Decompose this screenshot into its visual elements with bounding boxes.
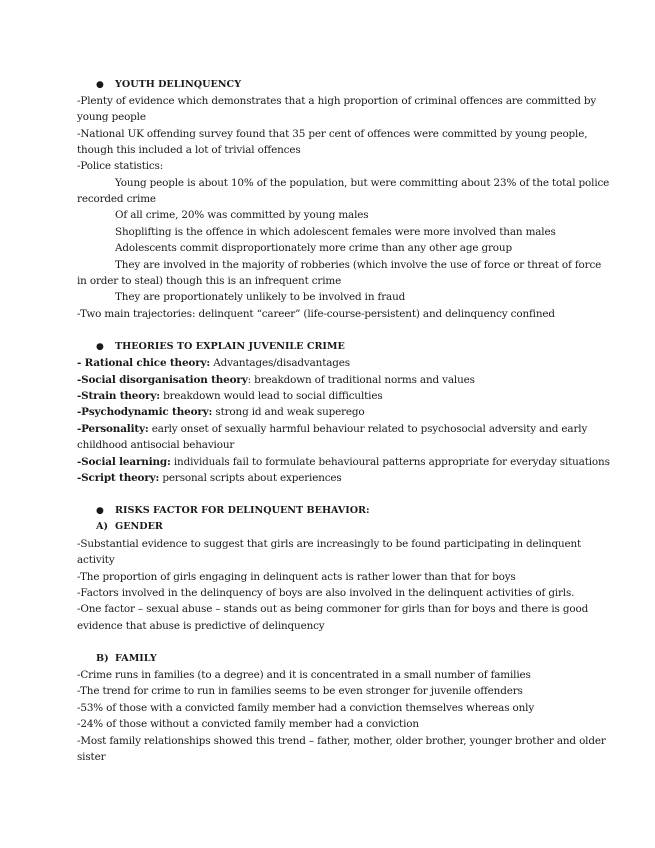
theory-desc: : breakdown of traditional norms and values — [247, 374, 475, 386]
theory-term: -Personality: — [77, 423, 149, 435]
text-line: They are proportionately unlikely to be involved in fraud — [115, 291, 406, 303]
theory-item — [77, 405, 365, 419]
text-line: -One factor – sexual abuse – stands out as being commoner for girls than for boys and there is good — [77, 603, 589, 615]
text-line: in order to steal) though this is an infrequent crime — [77, 275, 342, 287]
theory-desc: personal scripts about experiences — [159, 472, 342, 484]
theory-term: -Script theory: — [77, 472, 160, 484]
theory-desc: breakdown would lead to social difficulties — [159, 390, 383, 402]
text-line: sister — [77, 751, 106, 763]
text-line: -Plenty of evidence which demonstrates that a high proportion of criminal offences are committed by — [77, 95, 597, 107]
theory-term: -Social learning: — [77, 456, 171, 468]
text-line: -The proportion of girls engaging in delinquent acts is rather lower than that for boys — [77, 571, 516, 583]
bullet-icon: ● — [96, 80, 104, 90]
text-line: -53% of those with a convicted family member had a conviction themselves whereas only — [77, 702, 535, 714]
theory-item — [77, 389, 383, 403]
theory-item — [77, 471, 342, 485]
text-line: -Factors involved in the delinquency of boys are also involved in the delinquent activities of girls. — [77, 587, 575, 599]
theory-item — [77, 422, 587, 436]
subheading-title: FAMILY — [115, 653, 157, 664]
text-line: -Most family relationships showed this trend – father, mother, older brother, younger brother and older — [77, 735, 606, 747]
theory-desc: strong id and weak superego — [212, 406, 365, 418]
theory-term: -Strain theory: — [77, 390, 160, 402]
text-line: They are involved in the majority of robberies (which involve the use of force or threat of force — [115, 259, 602, 271]
text-line: though this included a lot of trivial offences — [77, 144, 301, 156]
theory-desc: early onset of sexually harmful behaviour related to psychosocial adversity and early — [148, 423, 588, 435]
text-line: activity — [77, 554, 115, 566]
heading-text: YOUTH DELINQUENCY — [115, 79, 242, 90]
bullet-icon: ● — [96, 506, 104, 516]
subheading-letter: A) — [96, 521, 108, 532]
bullet-icon: ● — [96, 342, 104, 352]
text-line: -Two main trajectories: delinquent “career” (life-course-persistent) and delinquency confined — [77, 308, 555, 320]
text-line: Shoplifting is the offence in which adolescent females were more involved than males — [115, 226, 556, 238]
text-line: -The trend for crime to run in families seems to be even stronger for juvenile offenders — [77, 685, 523, 697]
subheading-letter: B) — [96, 653, 109, 664]
theory-term: -Psychodynamic theory: — [77, 406, 213, 418]
text-line: Young people is about 10% of the population, but were committing about 23% of the total police — [115, 177, 610, 189]
theory-desc: Advantages/disadvantages — [210, 357, 350, 369]
theory-item — [77, 438, 234, 452]
text-line: -National UK offending survey found that 35 per cent of offences were committed by young people, — [77, 128, 588, 140]
text-line: -Crime runs in families (to a degree) and it is concentrated in a small number of families — [77, 669, 531, 681]
theory-item — [77, 373, 475, 387]
theory-item — [77, 356, 350, 370]
theory-term: - Rational chice theory: — [77, 357, 211, 369]
text-line: evidence that abuse is predictive of delinquency — [77, 620, 325, 632]
theory-term: -Social disorganisation theory — [77, 374, 248, 386]
theory-desc: individuals fail to formulate behavioural patterns appropriate for everyday situations — [170, 456, 610, 468]
subheading-title: GENDER — [115, 521, 163, 532]
text-line: -Substantial evidence to suggest that girls are increasingly to be found participating in delinquent — [77, 538, 582, 550]
text-line: recorded crime — [77, 193, 156, 205]
theory-item — [77, 455, 610, 469]
text-line: -24% of those without a convicted family member had a conviction — [77, 718, 419, 730]
text-line: young people — [77, 111, 146, 123]
text-line: Of all crime, 20% was committed by young males — [115, 209, 369, 221]
heading-text: RISKS FACTOR FOR DELINQUENT BEHAVIOR: — [115, 505, 370, 516]
text-line: -Police statistics: — [77, 160, 164, 172]
theory-desc: childhood antisocial behaviour — [77, 439, 235, 451]
heading-text: THEORIES TO EXPLAIN JUVENILE CRIME — [115, 341, 345, 352]
text-line: Adolescents commit disproportionately more crime than any other age group — [115, 242, 512, 254]
